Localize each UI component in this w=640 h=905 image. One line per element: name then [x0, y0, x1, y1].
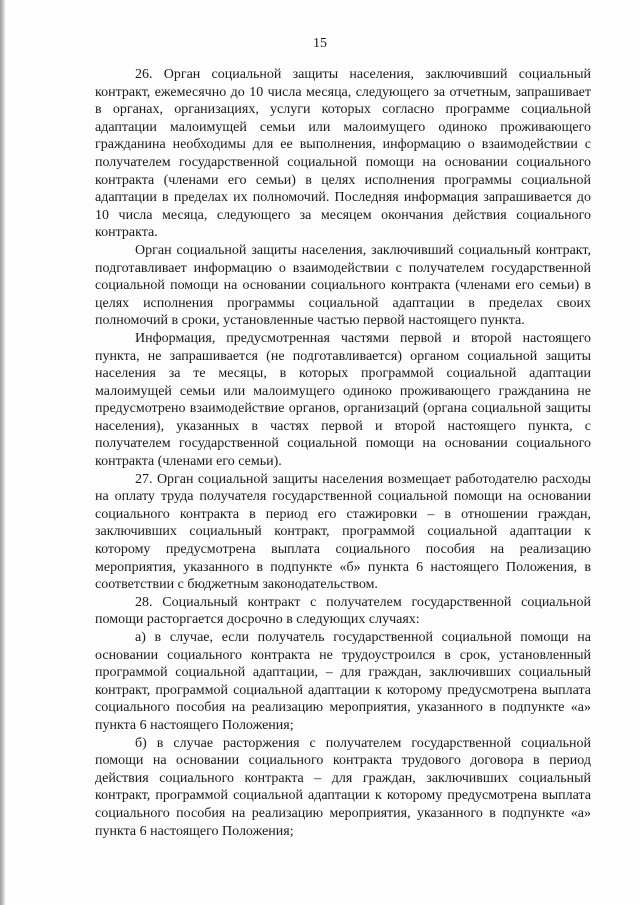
paragraph-26-part-3: Информация, предусмотренная частями первой и второй настоящего пункта, не запрашивается (не подготавливается) органом социальной защиты населения за те месяцы, в которых программой социальной адаптации малоимущей семьи или малоимущего одиноко проживающего гражданина не предусмотрено взаимодействие органов, организаций (органа социальной защиты населения), указанных в частях первой и второй настоящего пункта, с получателем государственной социальной помощи на основании социального контракта (членами его семьи).: [95, 330, 591, 470]
paragraph-28-item-b: б) в случае расторжения с получателем государственной социальной помощи на основании социального контракта трудового договора в период действия социального контракта – для граждан, заключивших социальный контракт, программой социальной адаптации к которому предусмотрена выплата социального пособия на реализацию мероприятия, указанного в подпункте «а» пункта 6 настоящего Положения;: [95, 735, 591, 839]
paragraph-28: 28. Социальный контракт с получателем государственной социальной помощи расторгается досрочно в следующих случаях:: [95, 594, 591, 628]
paragraph-27: 27. Орган социальной защиты населения возмещает работодателю расходы на оплату труда получателя государственной социальной помощи на основании социального контракта в период его стажировки – в отношении граждан, заключивших социальный контракт, программой социальной адаптации к которому предусмотрена выплата социального пособия на реализацию мероприятия, указанного в подпункте «б» пункта 6 настоящего Положения, в соответствии с бюджетным законодательством.: [95, 471, 591, 593]
document-body: [95, 66, 591, 840]
paragraph-28-item-a: а) в случае, если получатель государственной социальной помощи на основании социального контракта не трудоустроился в срок, установленный программой социальной адаптации, – для граждан, заключивших социальный контракт, программой социальной адаптации к которому предусмотрена выплата социального пособия на реализацию мероприятия, указанного в подпункте «а» пункта 6 настоящего Положения;: [95, 630, 591, 733]
page-number: 15: [313, 36, 327, 51]
paragraph-26: 26. Орган социальной защиты населения, заключивший социальный контракт, ежемесячно до 10 числа месяца, следующего за отчетным, запрашивает в органах, организациях, услуги которых согласно программе социальной адаптации малоимущей семьи или малоимущего одиноко проживающего гражданина необходимы для ее выполнения, информацию о взаимодействии с получателем государственной социальной помощи на основании социального контракта (членами его семьи) в целях исполнения программы социальной адаптации в пределах их полномочий. Последняя информация запрашивается до 10 числа месяца, следующего за месяцем окончания действия социального контракта.: [95, 67, 591, 241]
scan-edge: [0, 0, 5, 905]
paragraph-26-part-2: Орган социальной защиты населения, заключивший социальный контракт, подготавливает информацию о взаимодействии с получателем государственной социальной помощи на основании социального контракта (членами его семьи) в целях исполнения программы социальной адаптации в пределах своих полномочий в сроки, установленные частью первой настоящего пункта.: [95, 242, 591, 329]
